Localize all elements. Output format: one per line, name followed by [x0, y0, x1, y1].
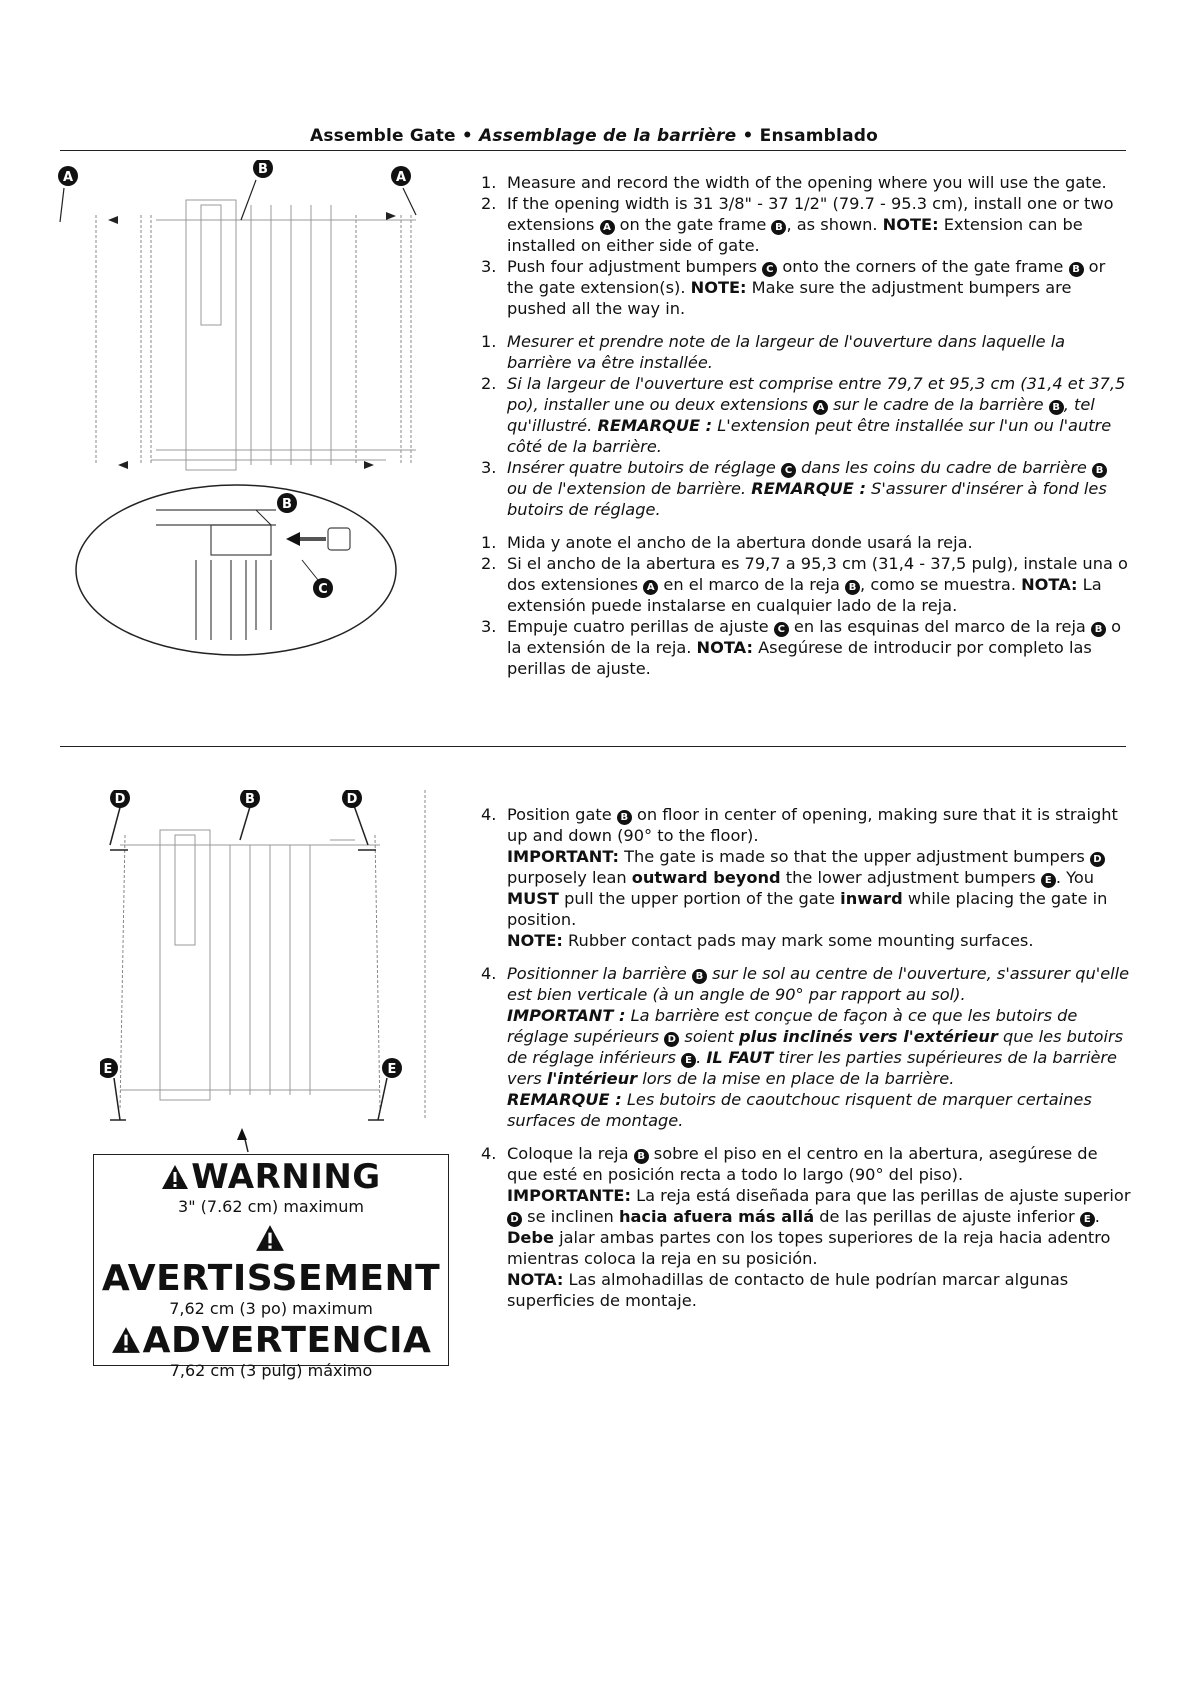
page-title	[0, 126, 1188, 146]
callout-b-icon: B	[771, 220, 786, 235]
section1-en	[481, 172, 1131, 319]
warning-sub-es: 7,62 cm (3 pulg) máximo	[169, 1361, 373, 1380]
warning-triangle-icon	[161, 1164, 189, 1190]
callout-b-icon: B	[634, 1149, 649, 1164]
section2-en	[481, 804, 1131, 951]
warning-triangle-icon	[111, 1326, 141, 1354]
callout-a-icon: A	[600, 220, 615, 235]
list-item: 3. Empuje cuatro perillas de ajuste C en las esquinas del marco de la reja B o la extensión de la reja. NOTA: Asegúrese de introducir por completo las perillas de ajuste.	[481, 617, 1122, 678]
header-divider	[60, 150, 1126, 151]
callout-b-top-icon	[253, 160, 273, 178]
callout-c-icon: C	[781, 463, 796, 478]
title-sep: •	[461, 126, 473, 146]
list-item: 2. Si la largeur de l'ouverture est comprise entre 79,7 et 95,3 cm (31,4 et 37,5 po), installer une ou deux extensions A sur le cadre de la barrière B , tel qu'illustré. REMARQUE : L'extension peut être installée sur l'un ou l'autre côté de la barrière.	[481, 374, 1126, 456]
callout-d-icon: D	[1090, 852, 1105, 867]
list-item: 4. Position gate B on floor in center of opening, making sure that it is straight up and down (90° to the floor). IMPORTANT: The gate is made so that the upper adjustment bumpers D purposely lean outward beyond the lower adjustment bumpers E . You MUST pull the upper portion of the gate inward while placing the gate in position. NOTE: Rubber contact pads may mark some mounting surfaces.	[481, 805, 1118, 950]
title-es: Ensamblado	[759, 126, 878, 146]
warning-sub-en: 3" (7.62 cm) maximum	[178, 1197, 364, 1216]
callout-a-icon: A	[643, 580, 658, 595]
callout-d-right-icon	[342, 790, 362, 808]
list-item: 1. Mida y anote el ancho de la abertura donde usará la reja.	[481, 533, 973, 552]
callout-label: B	[258, 162, 268, 177]
callout-c-icon: C	[774, 622, 789, 637]
callout-c-detail-icon	[313, 578, 333, 598]
warning-title-fr: AVERTISSEMENT	[94, 1219, 448, 1299]
callout-b-icon: B	[1069, 262, 1084, 277]
warning-sub-fr: 7,62 cm (3 po) maximum	[169, 1299, 373, 1318]
callout-e-icon: E	[1041, 873, 1056, 888]
section2-es	[481, 1143, 1131, 1311]
callout-label: B	[282, 497, 292, 512]
warning-title-en: WARNING	[94, 1157, 448, 1197]
list-item: 1. Measure and record the width of the opening where you will use the gate.	[481, 173, 1107, 192]
callout-d-icon: D	[664, 1032, 679, 1047]
callout-b-icon: B	[1091, 622, 1106, 637]
warning-title-es: ADVERTENCIA	[94, 1321, 448, 1361]
list-item: 1. Mesurer et prendre note de la largeur de l'ouverture dans laquelle la barrière va être installée.	[481, 332, 1066, 372]
section1-es	[481, 532, 1131, 679]
callout-a-right-icon	[391, 166, 411, 186]
list-item: 4. Coloque la reja B sobre el piso en el centro en la abertura, asegúrese de que esté en posición recta a todo lo largo (90° del piso). IMPORTANTE: La reja está diseñada para que las perillas de ajuste superior D se inclinen hacia afuera más allá de las perillas de ajuste inferior E . Debe jalar ambas partes con los topes superiores de la reja hacia adentro mientras coloca la reja en su posición. NOTA: Las almohadillas de contacto de hule podrían marcar algunas superficies de montaje.	[481, 1144, 1131, 1310]
callout-label: A	[395, 170, 407, 185]
callout-label: E	[103, 1062, 113, 1077]
callout-b-icon: B	[1092, 463, 1107, 478]
title-en: Assemble Gate	[309, 126, 456, 146]
section2-instructions	[481, 804, 1131, 1323]
callout-d-left-icon	[110, 790, 130, 808]
callout-label: C	[318, 582, 328, 597]
title-sep: •	[742, 126, 754, 146]
callout-label: B	[245, 792, 255, 807]
callout-e-right-icon	[382, 1058, 402, 1078]
callout-b-icon: B	[845, 580, 860, 595]
callout-b-detail-icon	[277, 493, 297, 513]
list-item: 3. Push four adjustment bumpers C onto the corners of the gate frame B or the gate extension(s). NOTE: Make sure the adjustment bumpers are pushed all the way in.	[481, 257, 1106, 318]
section-divider	[60, 746, 1126, 747]
callout-b-icon: B	[617, 810, 632, 825]
list-item: 2. If the opening width is 31 3/8" - 37 1/2" (79.7 - 95.3 cm), install one or two extensions A on the gate frame B , as shown. NOTE: Extension can be installed on either side of gate.	[481, 194, 1114, 255]
callout-e-icon: E	[681, 1053, 696, 1068]
callout-c-icon: C	[762, 262, 777, 277]
callout-label: D	[346, 792, 358, 807]
callout-e-left-icon	[100, 1058, 118, 1078]
list-item: 4. Positionner la barrière B sur le sol au centre de l'ouverture, s'assurer qu'elle est bien verticale (à un angle de 90° par rapport au sol). IMPORTANT : La barrière est conçue de façon à ce que les butoirs de réglage supérieurs D soient plus inclinés vers l'extérieur que les butoirs de réglage inférieurs E . IL FAUT tirer les parties supérieures de la barrière vers l'intérieur lors de la mise en place de la barrière. REMARQUE : Les butoirs de caoutchouc risquent de marquer certaines surfaces de montage.	[481, 964, 1130, 1130]
gate-extension-diagram	[56, 160, 456, 660]
gate-position-diagram	[100, 790, 440, 1160]
section1-fr	[481, 331, 1131, 520]
section1-instructions	[481, 172, 1131, 691]
callout-a-icon: A	[813, 400, 828, 415]
list-item: 3. Insérer quatre butoirs de réglage C dans les coins du cadre de barrière B ou de l'extension de barrière. REMARQUE : S'assurer d'insérer à fond les butoirs de réglage.	[481, 458, 1107, 519]
callout-label: A	[62, 170, 74, 185]
warning-box	[93, 1154, 449, 1380]
title-fr: Assemblage de la barrière	[479, 126, 737, 146]
callout-label: D	[114, 792, 126, 807]
callout-label: E	[387, 1062, 397, 1077]
warning-triangle-icon	[255, 1224, 285, 1252]
section2-fr	[481, 963, 1131, 1131]
callout-b-icon	[240, 790, 260, 808]
callout-b-icon: B	[692, 969, 707, 984]
callout-d-icon: D	[507, 1212, 522, 1227]
list-item: 2. Si el ancho de la abertura es 79,7 a 95,3 cm (31,4 - 37,5 pulg), instale una o dos extensiones A en el marco de la reja B , como se muestra. NOTA: La extensión puede instalarse en cualquier lado de la reja.	[481, 554, 1128, 615]
callout-e-icon: E	[1080, 1212, 1095, 1227]
callout-b-icon: B	[1049, 400, 1064, 415]
callout-a-left-icon	[58, 166, 78, 186]
